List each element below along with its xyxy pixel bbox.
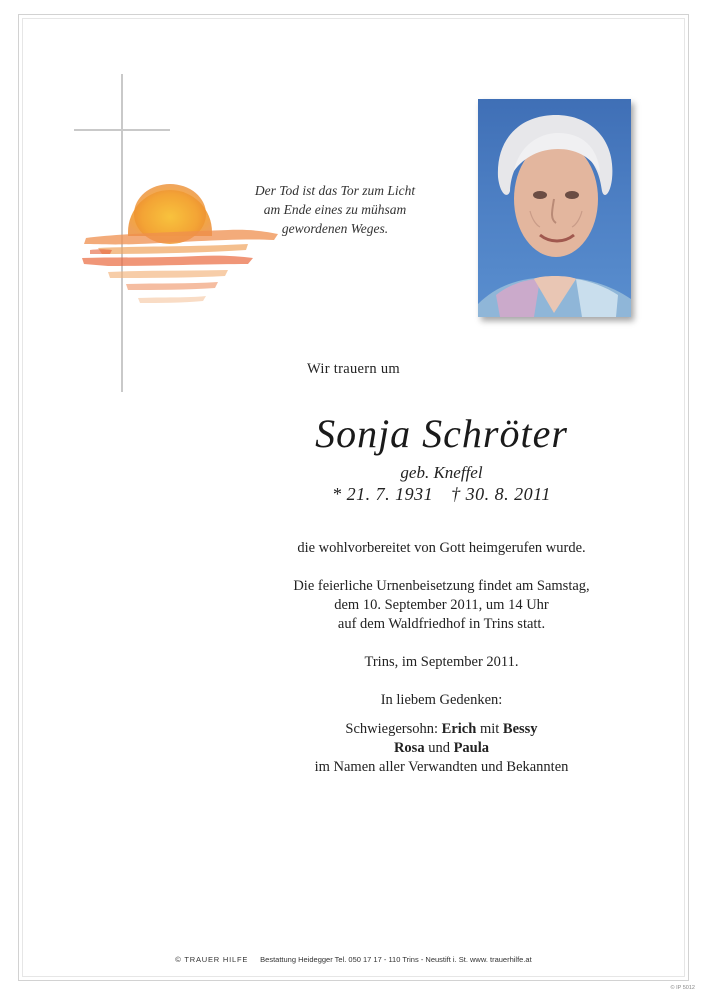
ceremony-line: auf dem Waldfriedhof in Trins statt. xyxy=(337,616,546,632)
intro-text: Wir trauern um xyxy=(307,361,400,377)
portrait-figure-image xyxy=(478,99,631,317)
footer xyxy=(0,955,707,964)
product-code: © IP 5012 xyxy=(670,985,695,991)
mourner-name: Paula xyxy=(453,740,490,756)
memorial-quote xyxy=(230,181,440,238)
mourner-name: Rosa xyxy=(393,740,425,756)
notice-body xyxy=(88,539,707,777)
mourners-line xyxy=(88,739,707,758)
ceremony-line: Die feierliche Urnenbeisetzung findet am Samstag, xyxy=(293,578,590,594)
deceased-name: Sonja Schröter xyxy=(315,411,568,456)
mourner-connector: mit xyxy=(476,721,503,737)
birth-date: * 21. 7. 1931 xyxy=(332,484,434,504)
mourners-line xyxy=(88,720,707,739)
mourner-name: Bessy xyxy=(502,721,538,737)
mourners-closing: im Namen aller Verwandten und Bekannten xyxy=(314,759,569,775)
portrait-photo xyxy=(478,99,631,317)
maiden-name: geb. Kneffel xyxy=(400,463,483,482)
called-home-text: die wohlvorbereitet von Gott heimgerufen wurde. xyxy=(297,540,586,556)
life-dates xyxy=(88,484,707,505)
mourner-connector: und xyxy=(424,740,454,756)
quote-line: gewordenen Weges. xyxy=(281,221,389,236)
mourner-name: Erich xyxy=(441,721,477,737)
place-date: Trins, im September 2011. xyxy=(364,654,519,670)
footer-contact: Bestattung Heidegger Tel. 050 17 17 - 110 Trins - Neustift i. St. www. trauerhilfe.at xyxy=(260,955,532,964)
memory-heading: In liebem Gedenken: xyxy=(380,692,503,708)
cross-horizontal-bar xyxy=(74,129,170,131)
quote-line: Der Tod ist das Tor zum Licht xyxy=(254,183,416,198)
quote-line: am Ende eines zu mühsam xyxy=(263,202,407,217)
mourner-prefix: Schwiegersohn: xyxy=(345,721,442,737)
footer-brand: © TRAUER HILFE xyxy=(175,955,249,964)
ceremony-line: dem 10. September 2011, um 14 Uhr xyxy=(334,597,549,613)
death-date: † 30. 8. 2011 xyxy=(451,484,551,504)
